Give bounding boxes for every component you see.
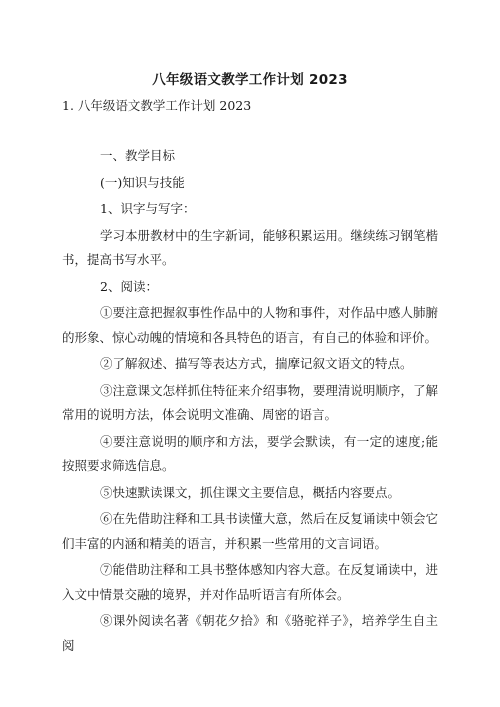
paragraph: ⑥在先借助注释和工具书读懂大意，然后在反复诵读中领会它们丰富的内涵和精美的语言，并积累一些常用的文言词语。 — [62, 511, 438, 551]
paragraph: ①要注意把握叙事性作品中的人物和事件，对作品中感人肺腑的形象、惊心动魄的情境和各具特色的语言，有自己的体验和评价。 — [62, 305, 438, 345]
item-heading: 1、识字与写字： — [100, 201, 196, 216]
document-body — [62, 144, 438, 658]
paragraph: 学习本册教材中的生字新词，能够积累运用。继续练习钢笔楷书，提高书写水平。 — [62, 227, 438, 267]
document-subtitle: 1. 八年级语文教学工作计划 2023 — [62, 98, 252, 113]
paragraph: ⑧课外阅读名著《朝花夕拾》和《骆驼祥子》，培养学生自主阅 — [62, 613, 438, 653]
subsection-heading: (一)知识与技能 — [100, 174, 185, 190]
paragraph: ②了解叙述、描写等表达方式，揣摩记叙文语文的特点。 — [100, 356, 413, 371]
item-heading: 2、阅读： — [100, 278, 158, 294]
paragraph: ⑤快速默读课文，抓住课文主要信息，概括内容要点。 — [100, 484, 401, 500]
paragraph: ④要注意说明的顺序和方法，要学会默读，有一定的速度;能按照要求筛选信息。 — [62, 433, 438, 473]
paragraph: ⑦能借助注释和工具书整体感知内容大意。在反复诵读中，进入文中情景交融的境界，并对作品听语言有所体会。 — [62, 562, 438, 602]
paragraph: ③注意课文怎样抓住特征来介绍事物，要理清说明顺序，了解常用的说明方法，体会说明文准确、周密的语言。 — [62, 382, 438, 422]
document-title: 八年级语文教学工作计划 2023 — [152, 72, 348, 88]
section-heading: 一、教学目标 — [100, 148, 176, 163]
